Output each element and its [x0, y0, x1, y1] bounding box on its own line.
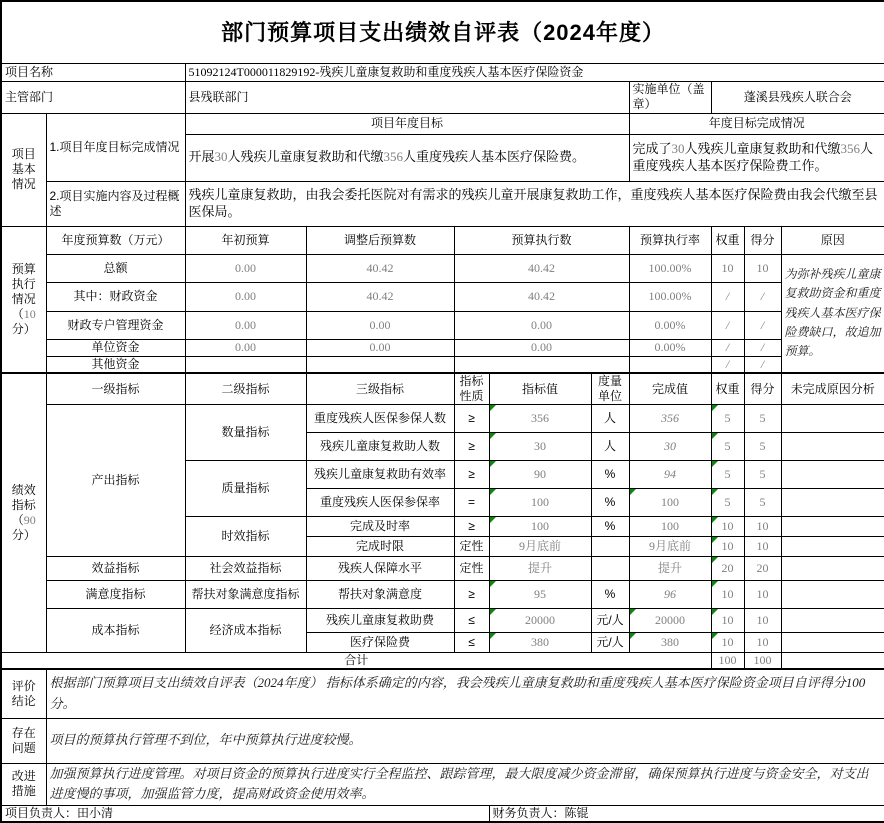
budget-executed [454, 356, 629, 373]
perf-score: 5 [744, 433, 781, 461]
perf-analysis [781, 537, 884, 557]
perf-unit: % [591, 489, 629, 517]
budget-score: / [744, 311, 781, 339]
budget-header-category: 年度预算数（万元） [46, 226, 185, 254]
perf-done: 96 [629, 581, 711, 609]
perf-nature: = [454, 489, 489, 517]
budget-adjusted: 40.42 [306, 254, 454, 282]
perf-nature: ≥ [454, 433, 489, 461]
goal-header: 项目年度目标 [185, 113, 629, 134]
budget-rate: 0.00% [629, 339, 711, 356]
comment-marker-icon [712, 517, 718, 523]
budget-row-name: 总额 [46, 254, 185, 282]
perf-analysis [781, 433, 884, 461]
comment-marker-icon [490, 609, 496, 615]
perf-value: 380 [489, 633, 591, 653]
perf-nature: ≥ [454, 405, 489, 433]
perf-header-l2: 二级指标 [185, 373, 306, 405]
total-analysis-empty [781, 653, 884, 670]
perf-done: 100 [629, 517, 711, 537]
perf-weight: 10 [711, 633, 744, 653]
problems-text: 项目的预算执行管理不到位，年中预算执行进度较慢。 [46, 718, 884, 763]
perf-weight: 5 [711, 433, 744, 461]
perf-l1: 成本指标 [46, 609, 185, 653]
perf-done: 9月底前 [629, 537, 711, 557]
budget-rate: 100.00% [629, 282, 711, 311]
perf-unit: 人 [591, 433, 629, 461]
perf-unit: % [591, 581, 629, 609]
perf-weight: 5 [711, 489, 744, 517]
budget-weight: / [711, 339, 744, 356]
budget-row-special-account [1, 311, 884, 339]
perf-l3: 帮扶对象满意度 [306, 581, 454, 609]
perf-value: 20000 [489, 609, 591, 633]
perf-analysis [781, 405, 884, 433]
perf-header-analysis: 未完成原因分析 [781, 373, 884, 405]
budget-weight: / [711, 311, 744, 339]
budget-initial: 0.00 [185, 254, 306, 282]
completion-header: 年度目标完成情况 [629, 113, 884, 134]
perf-score: 10 [744, 581, 781, 609]
perf-nature: 定性 [454, 557, 489, 581]
perf-analysis [781, 517, 884, 537]
budget-header-reason: 原因 [781, 226, 884, 254]
perf-header-l3: 三级指标 [306, 373, 454, 405]
perf-value: 30 [489, 433, 591, 461]
comment-marker-icon [490, 517, 496, 523]
perf-analysis [781, 557, 884, 581]
dept-label: 主管部门 [1, 81, 185, 113]
perf-analysis [781, 609, 884, 633]
perf-nature: 定性 [454, 537, 489, 557]
budget-score: / [744, 356, 781, 373]
basic-row1-label: 1.项目年度目标完成情况 [46, 113, 185, 181]
perf-done: 380 [629, 633, 711, 653]
budget-row-name: 其他资金 [46, 356, 185, 373]
perf-value: 95 [489, 581, 591, 609]
perf-unit [591, 537, 629, 557]
perf-analysis [781, 489, 884, 517]
budget-rate: 0.00% [629, 311, 711, 339]
perf-analysis [781, 461, 884, 489]
budget-row-name: 财政专户管理资金 [46, 311, 185, 339]
comment-marker-icon [630, 633, 636, 639]
budget-header-score: 得分 [744, 226, 781, 254]
perf-nature: ≤ [454, 609, 489, 633]
total-label: 合计 [1, 653, 711, 670]
comment-marker-icon [490, 581, 496, 587]
perf-l2: 社会效益指标 [185, 557, 306, 581]
perf-done: 356 [629, 405, 711, 433]
perf-l2: 质量指标 [185, 461, 306, 517]
perf-row [1, 581, 884, 609]
section-label-problems: 存在问题 [1, 718, 46, 763]
improvements-text: 加强预算执行进度管理。对项目资金的预算执行进度实行全程监控、跟踪管理，最大限度减少资金滞留，确保预算执行进度与资金安全，对支出进度慢的事项，加强监管力度，提高财政资金使用效率。 [46, 763, 884, 806]
perf-l1: 满意度指标 [46, 581, 185, 609]
comment-marker-icon [712, 461, 718, 467]
perf-header-l1: 一级指标 [46, 373, 185, 405]
perf-score: 20 [744, 557, 781, 581]
perf-score: 5 [744, 461, 781, 489]
perf-header-nature: 指标性质 [454, 373, 489, 405]
section-label-conclusion: 评价结论 [1, 669, 46, 718]
budget-rate [629, 356, 711, 373]
perf-l3: 重度残疾人医保参保人数 [306, 405, 454, 433]
finance-manager-name: 陈锟 [564, 806, 589, 821]
budget-score: / [744, 282, 781, 311]
project-name-value: 51092124T000011829192-残疾儿童康复救助和重度残疾人基本医疗保险资金 [185, 63, 884, 81]
perf-l2: 帮扶对象满意度指标 [185, 581, 306, 609]
perf-value: 356 [489, 405, 591, 433]
comment-marker-icon [490, 433, 496, 439]
perf-l3: 残疾儿童康复救助有效率 [306, 461, 454, 489]
perf-row [1, 557, 884, 581]
comment-marker-icon [490, 489, 496, 495]
perf-header-score: 得分 [744, 373, 781, 405]
perf-done: 30 [629, 433, 711, 461]
perf-weight: 5 [711, 461, 744, 489]
budget-score: / [744, 339, 781, 356]
budget-initial: 0.00 [185, 282, 306, 311]
total-weight: 100 [711, 653, 744, 670]
comment-marker-icon [490, 461, 496, 467]
perf-score: 10 [744, 609, 781, 633]
perf-nature: ≤ [454, 633, 489, 653]
budget-initial: 0.00 [185, 339, 306, 356]
dept-value: 县残联部门 [185, 81, 629, 113]
perf-unit: 元/人 [591, 609, 629, 633]
budget-row-unit-funds [1, 339, 884, 356]
perf-value: 100 [489, 489, 591, 517]
perf-unit: % [591, 517, 629, 537]
comment-marker-icon [630, 489, 636, 495]
budget-reason-text: 为弥补残疾儿童康复救助资金和重度残疾人基本医疗保险费缺口，故追加预算。 [781, 254, 884, 373]
page-title: 部门预算项目支出绩效自评表（2024年度） [1, 1, 884, 63]
perf-header-weight: 权重 [711, 373, 744, 405]
project-name-label: 项目名称 [1, 63, 185, 81]
perf-analysis [781, 581, 884, 609]
basic-row2-label: 2.项目实施内容及过程概述 [46, 181, 185, 226]
project-manager-signature: 项目负责人：田小清 [1, 806, 489, 823]
total-score: 100 [744, 653, 781, 670]
perf-done: 100 [629, 489, 711, 517]
perf-nature: ≥ [454, 581, 489, 609]
annual-goal-text: 开展30人残疾儿童康复救助和代缴356人重度残疾人基本医疗保险费。 [185, 134, 629, 181]
perf-score: 10 [744, 633, 781, 653]
budget-initial [185, 356, 306, 373]
budget-row-other-funds [1, 356, 884, 373]
section-label-budget: 预算执行情况（10分） [1, 226, 46, 373]
unit-value: 蓬溪县残疾人联合会 [711, 81, 884, 113]
perf-weight: 10 [711, 581, 744, 609]
perf-l3: 残疾人保障水平 [306, 557, 454, 581]
perf-weight: 5 [711, 405, 744, 433]
unit-label: 实施单位（盖章） [629, 81, 711, 113]
comment-marker-icon [712, 405, 718, 411]
budget-executed: 0.00 [454, 311, 629, 339]
section-label-improvements: 改进措施 [1, 763, 46, 806]
perf-unit: 元/人 [591, 633, 629, 653]
perf-l1: 效益指标 [46, 557, 185, 581]
project-manager-name: 田小清 [77, 806, 114, 821]
budget-executed: 40.42 [454, 254, 629, 282]
perf-l2: 经济成本指标 [185, 609, 306, 653]
perf-score: 5 [744, 405, 781, 433]
comment-marker-icon [490, 405, 496, 411]
perf-unit: % [591, 461, 629, 489]
budget-header-adjusted: 调整后预算数 [306, 226, 454, 254]
perf-value: 提升 [489, 557, 591, 581]
budget-weight: / [711, 282, 744, 311]
perf-l2: 时效指标 [185, 517, 306, 557]
budget-score: 10 [744, 254, 781, 282]
comment-marker-icon [712, 557, 718, 563]
perf-nature: ≥ [454, 517, 489, 537]
budget-header-rate: 预算执行率 [629, 226, 711, 254]
perf-l1: 产出指标 [46, 405, 185, 557]
perf-weight: 10 [711, 517, 744, 537]
budget-adjusted: 40.42 [306, 282, 454, 311]
section-label-basic-info: 项目基本情况 [1, 113, 46, 226]
perf-score: 5 [744, 489, 781, 517]
perf-value: 100 [489, 517, 591, 537]
goal-completion-text: 完成了30人残疾儿童康复救助和代缴356人重度残疾人基本医疗保险费工作。 [629, 134, 884, 181]
conclusion-text: 根据部门预算项目支出绩效自评表（2024年度） 指标体系确定的内容，我会残疾儿童康复救助和重度残疾人基本医疗保险资金项目自评得分100分。 [46, 669, 884, 718]
budget-header-initial: 年初预算 [185, 226, 306, 254]
perf-l3: 残疾儿童康复救助人数 [306, 433, 454, 461]
comment-marker-icon [630, 609, 636, 615]
budget-header-weight: 权重 [711, 226, 744, 254]
perf-weight: 20 [711, 557, 744, 581]
budget-initial: 0.00 [185, 311, 306, 339]
perf-done: 20000 [629, 609, 711, 633]
perf-header-unit: 度量单位 [591, 373, 629, 405]
comment-marker-icon [712, 433, 718, 439]
comment-marker-icon [712, 537, 718, 543]
budget-executed: 40.42 [454, 282, 629, 311]
budget-header-executed: 预算执行数 [454, 226, 629, 254]
perf-weight: 10 [711, 537, 744, 557]
budget-weight: 10 [711, 254, 744, 282]
budget-adjusted: 0.00 [306, 339, 454, 356]
comment-marker-icon [712, 489, 718, 495]
comment-marker-icon [712, 633, 718, 639]
perf-l3: 残疾儿童康复救助费 [306, 609, 454, 633]
perf-l3: 完成及时率 [306, 517, 454, 537]
comment-marker-icon [712, 609, 718, 615]
perf-done: 提升 [629, 557, 711, 581]
budget-row-name: 其中：财政资金 [46, 282, 185, 311]
perf-header-done: 完成值 [629, 373, 711, 405]
perf-weight: 10 [711, 609, 744, 633]
section-label-performance: 绩效指标（90分） [1, 373, 46, 653]
perf-row [1, 405, 884, 433]
budget-row-name: 单位资金 [46, 339, 185, 356]
perf-l3: 医疗保险费 [306, 633, 454, 653]
budget-adjusted [306, 356, 454, 373]
finance-manager-signature: 财务负责人：陈锟 [489, 806, 884, 823]
perf-value: 90 [489, 461, 591, 489]
budget-adjusted: 0.00 [306, 311, 454, 339]
comment-marker-icon [490, 633, 496, 639]
perf-l3: 完成时限 [306, 537, 454, 557]
perf-row [1, 609, 884, 633]
budget-executed: 0.00 [454, 339, 629, 356]
perf-analysis [781, 633, 884, 653]
perf-score: 10 [744, 537, 781, 557]
perf-unit [591, 557, 629, 581]
perf-score: 10 [744, 517, 781, 537]
budget-weight: / [711, 356, 744, 373]
comment-marker-icon [712, 581, 718, 587]
perf-header-value: 指标值 [489, 373, 591, 405]
implementation-text: 残疾儿童康复救助，由我会委托医院对有需求的残疾儿童开展康复救助工作，重度残疾人基本医疗保险费由我会代缴至县医保局。 [185, 181, 884, 226]
perf-l2: 数量指标 [185, 405, 306, 461]
perf-l3: 重度残疾人医保参保率 [306, 489, 454, 517]
perf-done: 94 [629, 461, 711, 489]
perf-unit: 人 [591, 405, 629, 433]
perf-nature: ≥ [454, 461, 489, 489]
budget-row-total [1, 254, 884, 282]
budget-rate: 100.00% [629, 254, 711, 282]
perf-value: 9月底前 [489, 537, 591, 557]
budget-row-fiscal [1, 282, 884, 311]
